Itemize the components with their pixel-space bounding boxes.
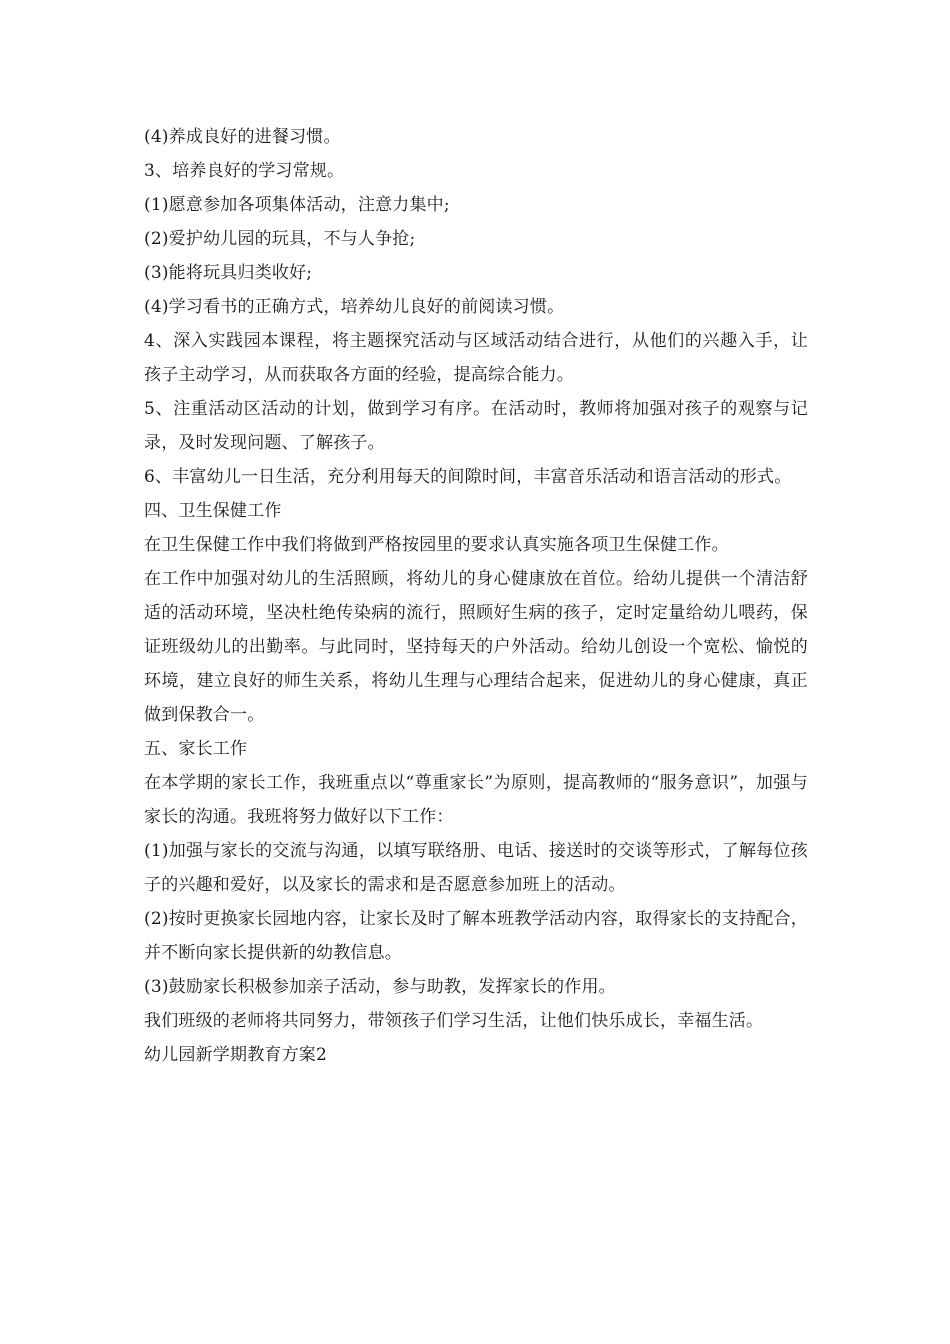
paragraph: 4、深入实践园本课程，将主题探究活动与区域活动结合进行，从他们的兴趣入手，让孩子主动学习，从而获取各方面的经验，提高综合能力。: [144, 331, 808, 385]
paragraph: 在卫生保健工作中我们将做到严格按园里的要求认真实施各项卫生保健工作。: [144, 535, 729, 555]
document-title: 幼儿园新学期教育方案2: [144, 1045, 328, 1065]
section-heading: 五、家长工作: [144, 739, 248, 759]
paragraph: (3)能将玩具归类收好;: [144, 263, 313, 283]
paragraph: 6、丰富幼儿一日生活，充分利用每天的间隙时间，丰富音乐活动和语言活动的形式。: [144, 467, 792, 487]
paragraph: 我们班级的老师将共同努力，带领孩子们学习生活，让他们快乐成长，幸福生活。: [144, 1011, 764, 1031]
paragraph: 在工作中加强对幼儿的生活照顾，将幼儿的身心健康放在首位。给幼儿提供一个清洁舒适的活动环境，坚决杜绝传染病的流行，照顾好生病的孩子，定时定量给幼儿喂药，保证班级幼儿的出勤率。与此同时，坚持每天的户外活动。给幼儿创设一个宽松、愉悦的环境，建立良好的师生关系，将幼儿生理与心理结合起来，促进幼儿的身心健康，真正做到保教合一。: [144, 569, 808, 725]
document-body: [144, 120, 808, 1072]
paragraph: (3)鼓励家长积极参加亲子活动，参与助教，发挥家长的作用。: [144, 977, 616, 997]
paragraph: (4)学习看书的正确方式，培养幼儿良好的前阅读习惯。: [144, 297, 565, 317]
paragraph: (2)按时更换家长园地内容，让家长及时了解本班教学活动内容，取得家长的支持配合，并不断向家长提供新的幼教信息。: [144, 909, 808, 963]
paragraph: 5、注重活动区活动的计划，做到学习有序。在活动时，教师将加强对孩子的观察与记录，及时发现问题、了解孩子。: [144, 399, 808, 453]
paragraph: 在本学期的家长工作，我班重点以“尊重家长”为原则，提高教师的“服务意识”，加强与家长的沟通。我班将努力做好以下工作：: [144, 773, 808, 827]
paragraph: (2)爱护幼儿园的玩具，不与人争抢;: [144, 229, 416, 249]
paragraph: (4)养成良好的进餐习惯。: [144, 127, 341, 147]
section-heading: 四、卫生保健工作: [144, 501, 282, 521]
paragraph: (1)愿意参加各项集体活动，注意力集中;: [144, 195, 450, 215]
paragraph: (1)加强与家长的交流与沟通，以填写联络册、电话、接送时的交谈等形式，了解每位孩子的兴趣和爱好，以及家长的需求和是否愿意参加班上的活动。: [144, 841, 808, 895]
section-heading: 3、培养良好的学习常规。: [144, 161, 345, 181]
